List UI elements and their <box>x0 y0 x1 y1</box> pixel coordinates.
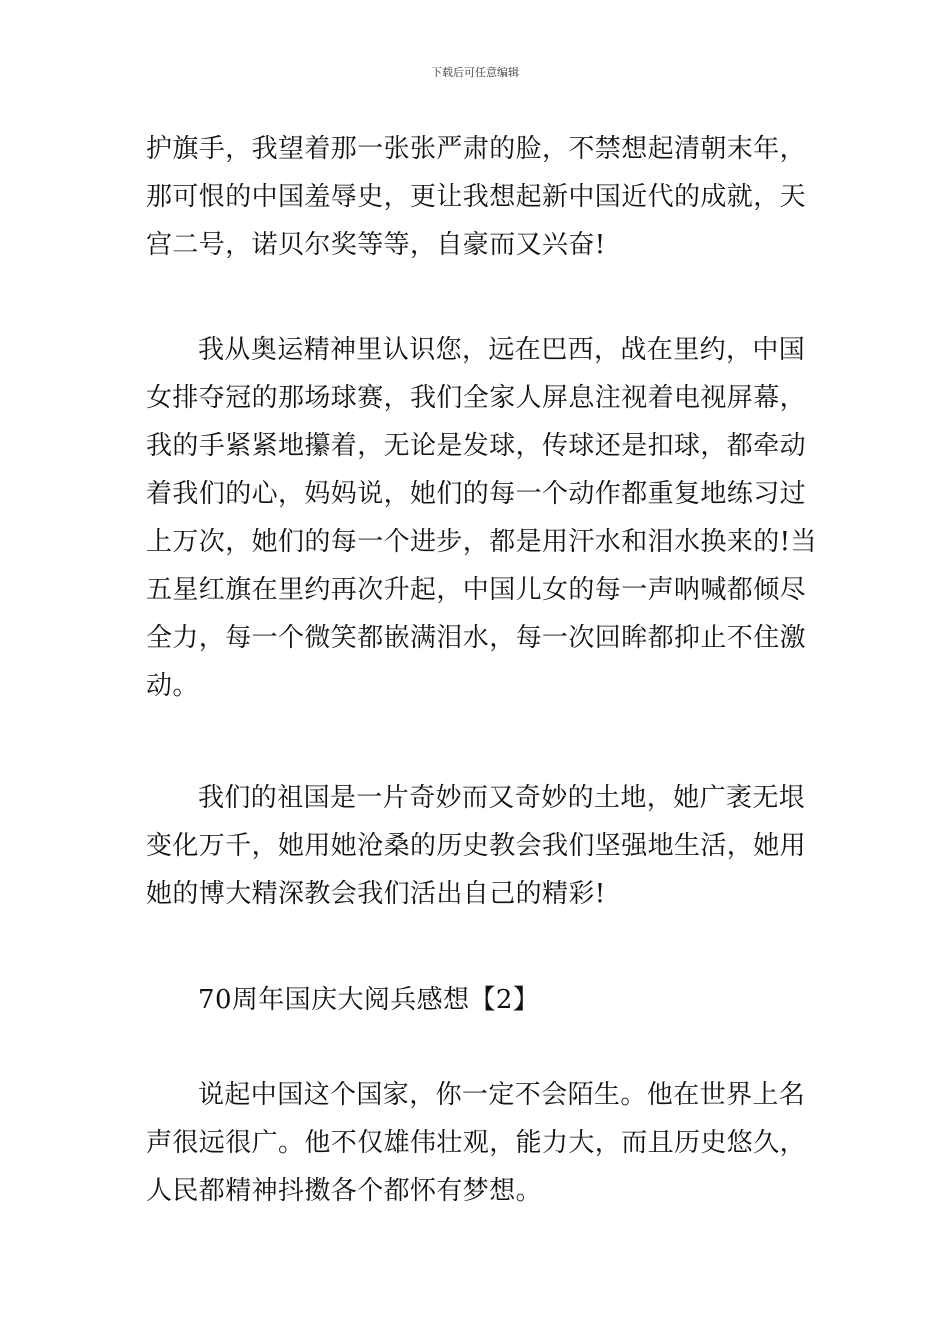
text-line: 宫二号，诺贝尔奖等等，自豪而又兴奋! <box>146 230 606 260</box>
paragraph-motherland <box>146 774 811 918</box>
section-heading <box>146 976 811 1024</box>
text-line: 五星红旗在里约再次升起，中国儿女的每一声呐喊都倾尽 <box>146 575 807 605</box>
text-line: 全力，每一个微笑都嵌满泪水，每一次回眸都抑止不住激 <box>146 623 807 653</box>
paragraph-china-intro <box>146 1071 811 1215</box>
page-header: 下载后可任意编辑 <box>431 66 519 79</box>
text-line: 护旗手，我望着那一张张严肃的脸，不禁想起清朝末年， <box>146 134 807 164</box>
text-line: 上万次，她们的每一个进步，都是用汗水和泪水换来的!当 <box>146 527 817 557</box>
text-line: 人民都精神抖擞各个都怀有梦想。 <box>146 1176 543 1206</box>
text-line: 她的博大精深教会我们活出自己的精彩! <box>146 879 606 909</box>
text-line: 我们的祖国是一片奇妙而又奇妙的土地，她广袤无垠 <box>198 783 806 813</box>
section-heading-text: 70周年国庆大阅兵感想【2】 <box>198 985 540 1015</box>
text-line: 动。 <box>146 671 199 701</box>
text-line: 着我们的心，妈妈说，她们的每一个动作都重复地练习过 <box>146 479 807 509</box>
text-line: 说起中国这个国家，你一定不会陌生。他在世界上名 <box>198 1080 806 1110</box>
text-line: 声很远很广。他不仅雄伟壮观，能力大，而且历史悠久， <box>146 1128 807 1158</box>
text-line: 那可恨的中国羞辱史，更让我想起新中国近代的成就，天 <box>146 182 807 212</box>
paragraph-olympic-spirit <box>146 326 817 710</box>
text-line: 女排夺冠的那场球赛，我们全家人屏息注视着电视屏幕， <box>146 383 807 413</box>
text-line: 变化万千，她用她沧桑的历史教会我们坚强地生活，她用 <box>146 831 807 861</box>
text-line: 我从奥运精神里认识您，远在巴西，战在里约，中国 <box>198 335 806 365</box>
text-line: 我的手紧紧地攥着，无论是发球，传球还是扣球，都牵动 <box>146 431 807 461</box>
paragraph-flag-guards <box>146 125 811 269</box>
